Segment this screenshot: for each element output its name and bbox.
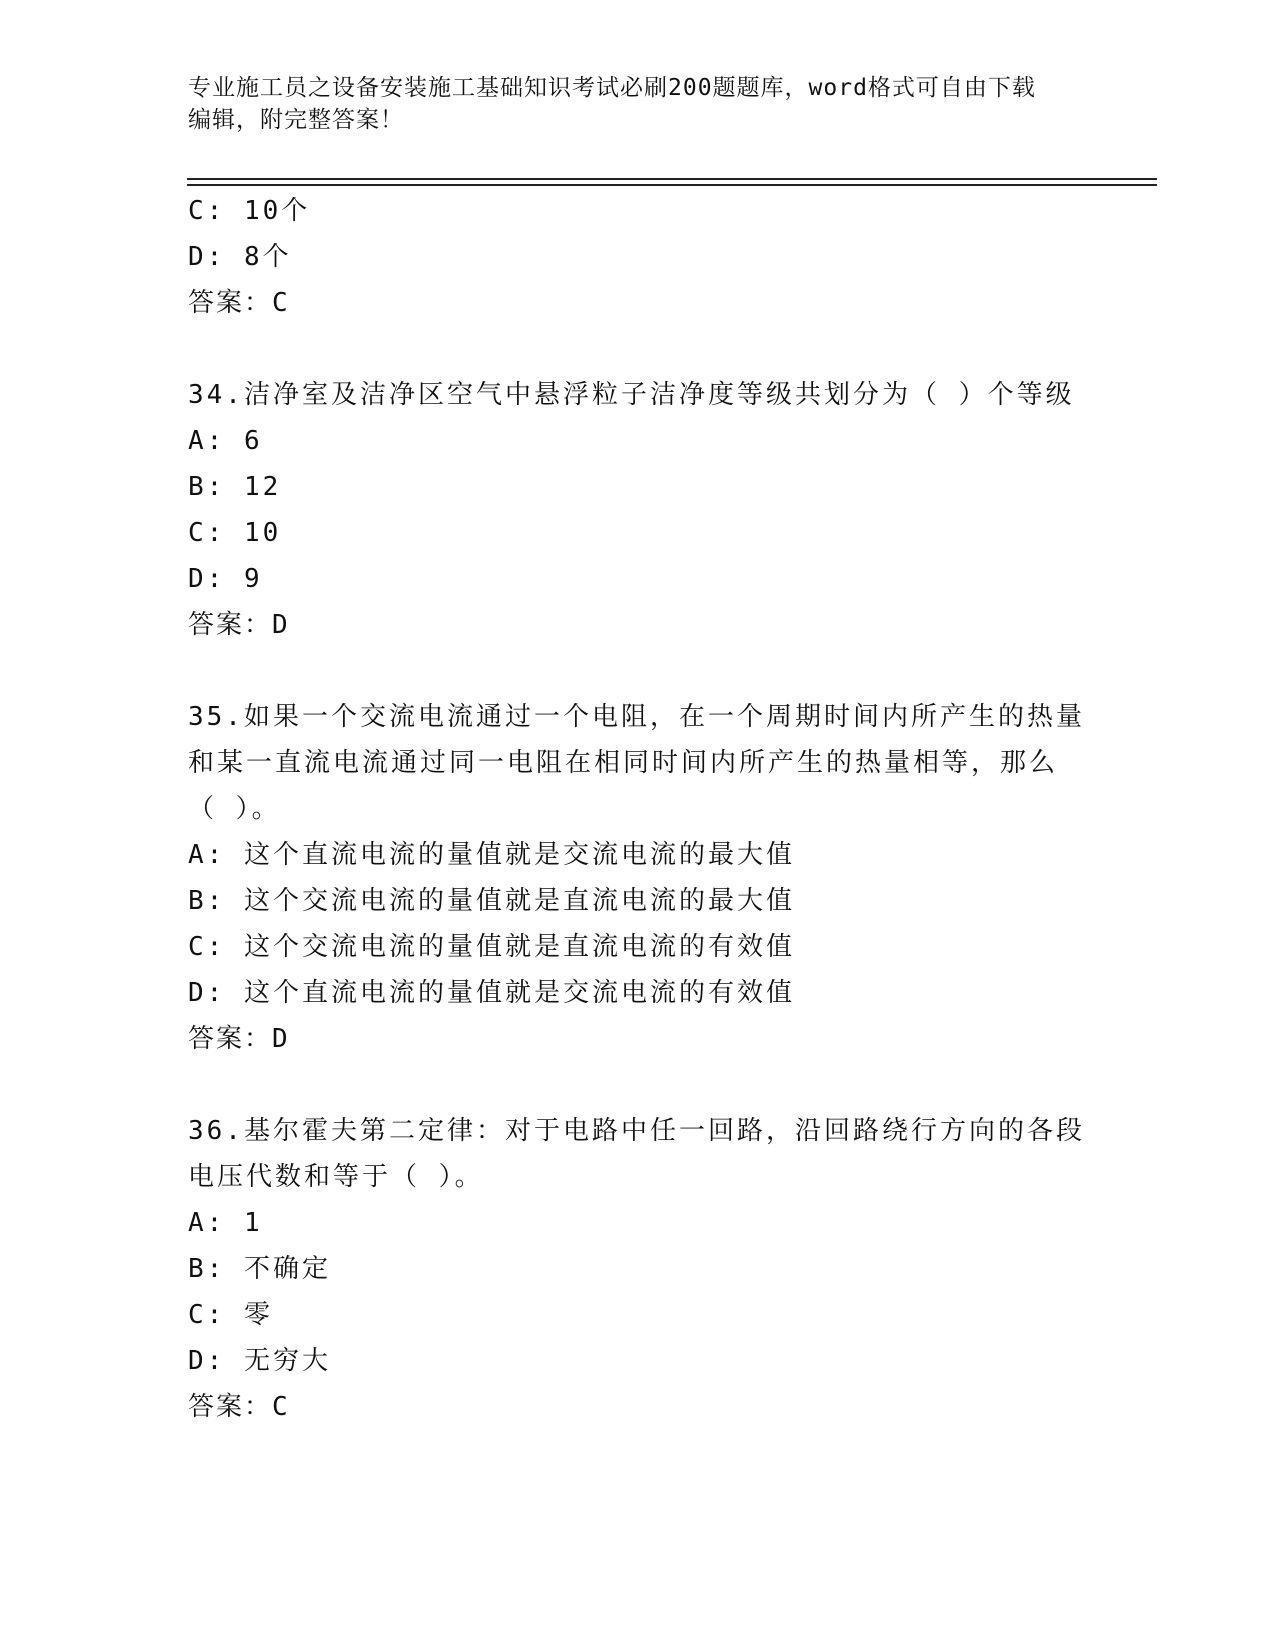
question-33-tail [188, 188, 1088, 326]
question-text-line-2: 和某一直流电流通过同一电阻在相同时间内所产生的热量相等，那么 [188, 748, 1059, 778]
option-d: D: 8个 [188, 242, 292, 272]
header-line-2: 编辑，附完整答案！ [188, 107, 404, 133]
option-b: B: 这个交流电流的量值就是直流电流的最大值 [188, 886, 795, 916]
question-text-line-3: （ ）。 [188, 794, 281, 824]
header-divider-top [187, 178, 1157, 180]
answer-line: 答案：C [188, 1392, 290, 1422]
page-header [188, 72, 1088, 136]
option-c: C: 10个 [188, 196, 311, 226]
option-c: C: 10 [188, 518, 282, 548]
option-a: A: 这个直流电流的量值就是交流电流的最大值 [188, 840, 795, 870]
option-a: A: 6 [188, 426, 263, 456]
option-c: C: 零 [188, 1300, 273, 1330]
spacer [188, 326, 1088, 372]
header-line-1: 专业施工员之设备安装施工基础知识考试必刷200题题库，word格式可自由下载 [188, 75, 1036, 101]
option-d: D: 无穷大 [188, 1346, 331, 1376]
spacer [188, 648, 1088, 694]
answer-line: 答案：D [188, 1024, 290, 1054]
question-text-line-1: 36.基尔霍夫第二定律：对于电路中任一回路，沿回路绕行方向的各段 [188, 1116, 1085, 1146]
spacer [188, 1062, 1088, 1108]
question-34 [188, 372, 1088, 648]
question-text-line-1: 35.如果一个交流电流通过一个电阻，在一个周期时间内所产生的热量 [188, 702, 1085, 732]
option-d: D: 9 [188, 564, 263, 594]
question-list [188, 188, 1088, 1430]
header-divider-bottom [187, 184, 1157, 186]
question-text-line-2: 电压代数和等于（ ）。 [188, 1162, 484, 1192]
question-35 [188, 694, 1088, 1062]
option-b: B: 不确定 [188, 1254, 331, 1284]
question-36 [188, 1108, 1088, 1430]
option-a: A: 1 [188, 1208, 263, 1238]
option-c: C: 这个交流电流的量值就是直流电流的有效值 [188, 932, 795, 962]
answer-line: 答案：C [188, 288, 290, 318]
question-text: 34.洁净室及洁净区空气中悬浮粒子洁净度等级共划分为（ ）个等级 [188, 380, 1075, 410]
option-b: B: 12 [188, 472, 282, 502]
option-d: D: 这个直流电流的量值就是交流电流的有效值 [188, 978, 795, 1008]
answer-line: 答案：D [188, 610, 290, 640]
